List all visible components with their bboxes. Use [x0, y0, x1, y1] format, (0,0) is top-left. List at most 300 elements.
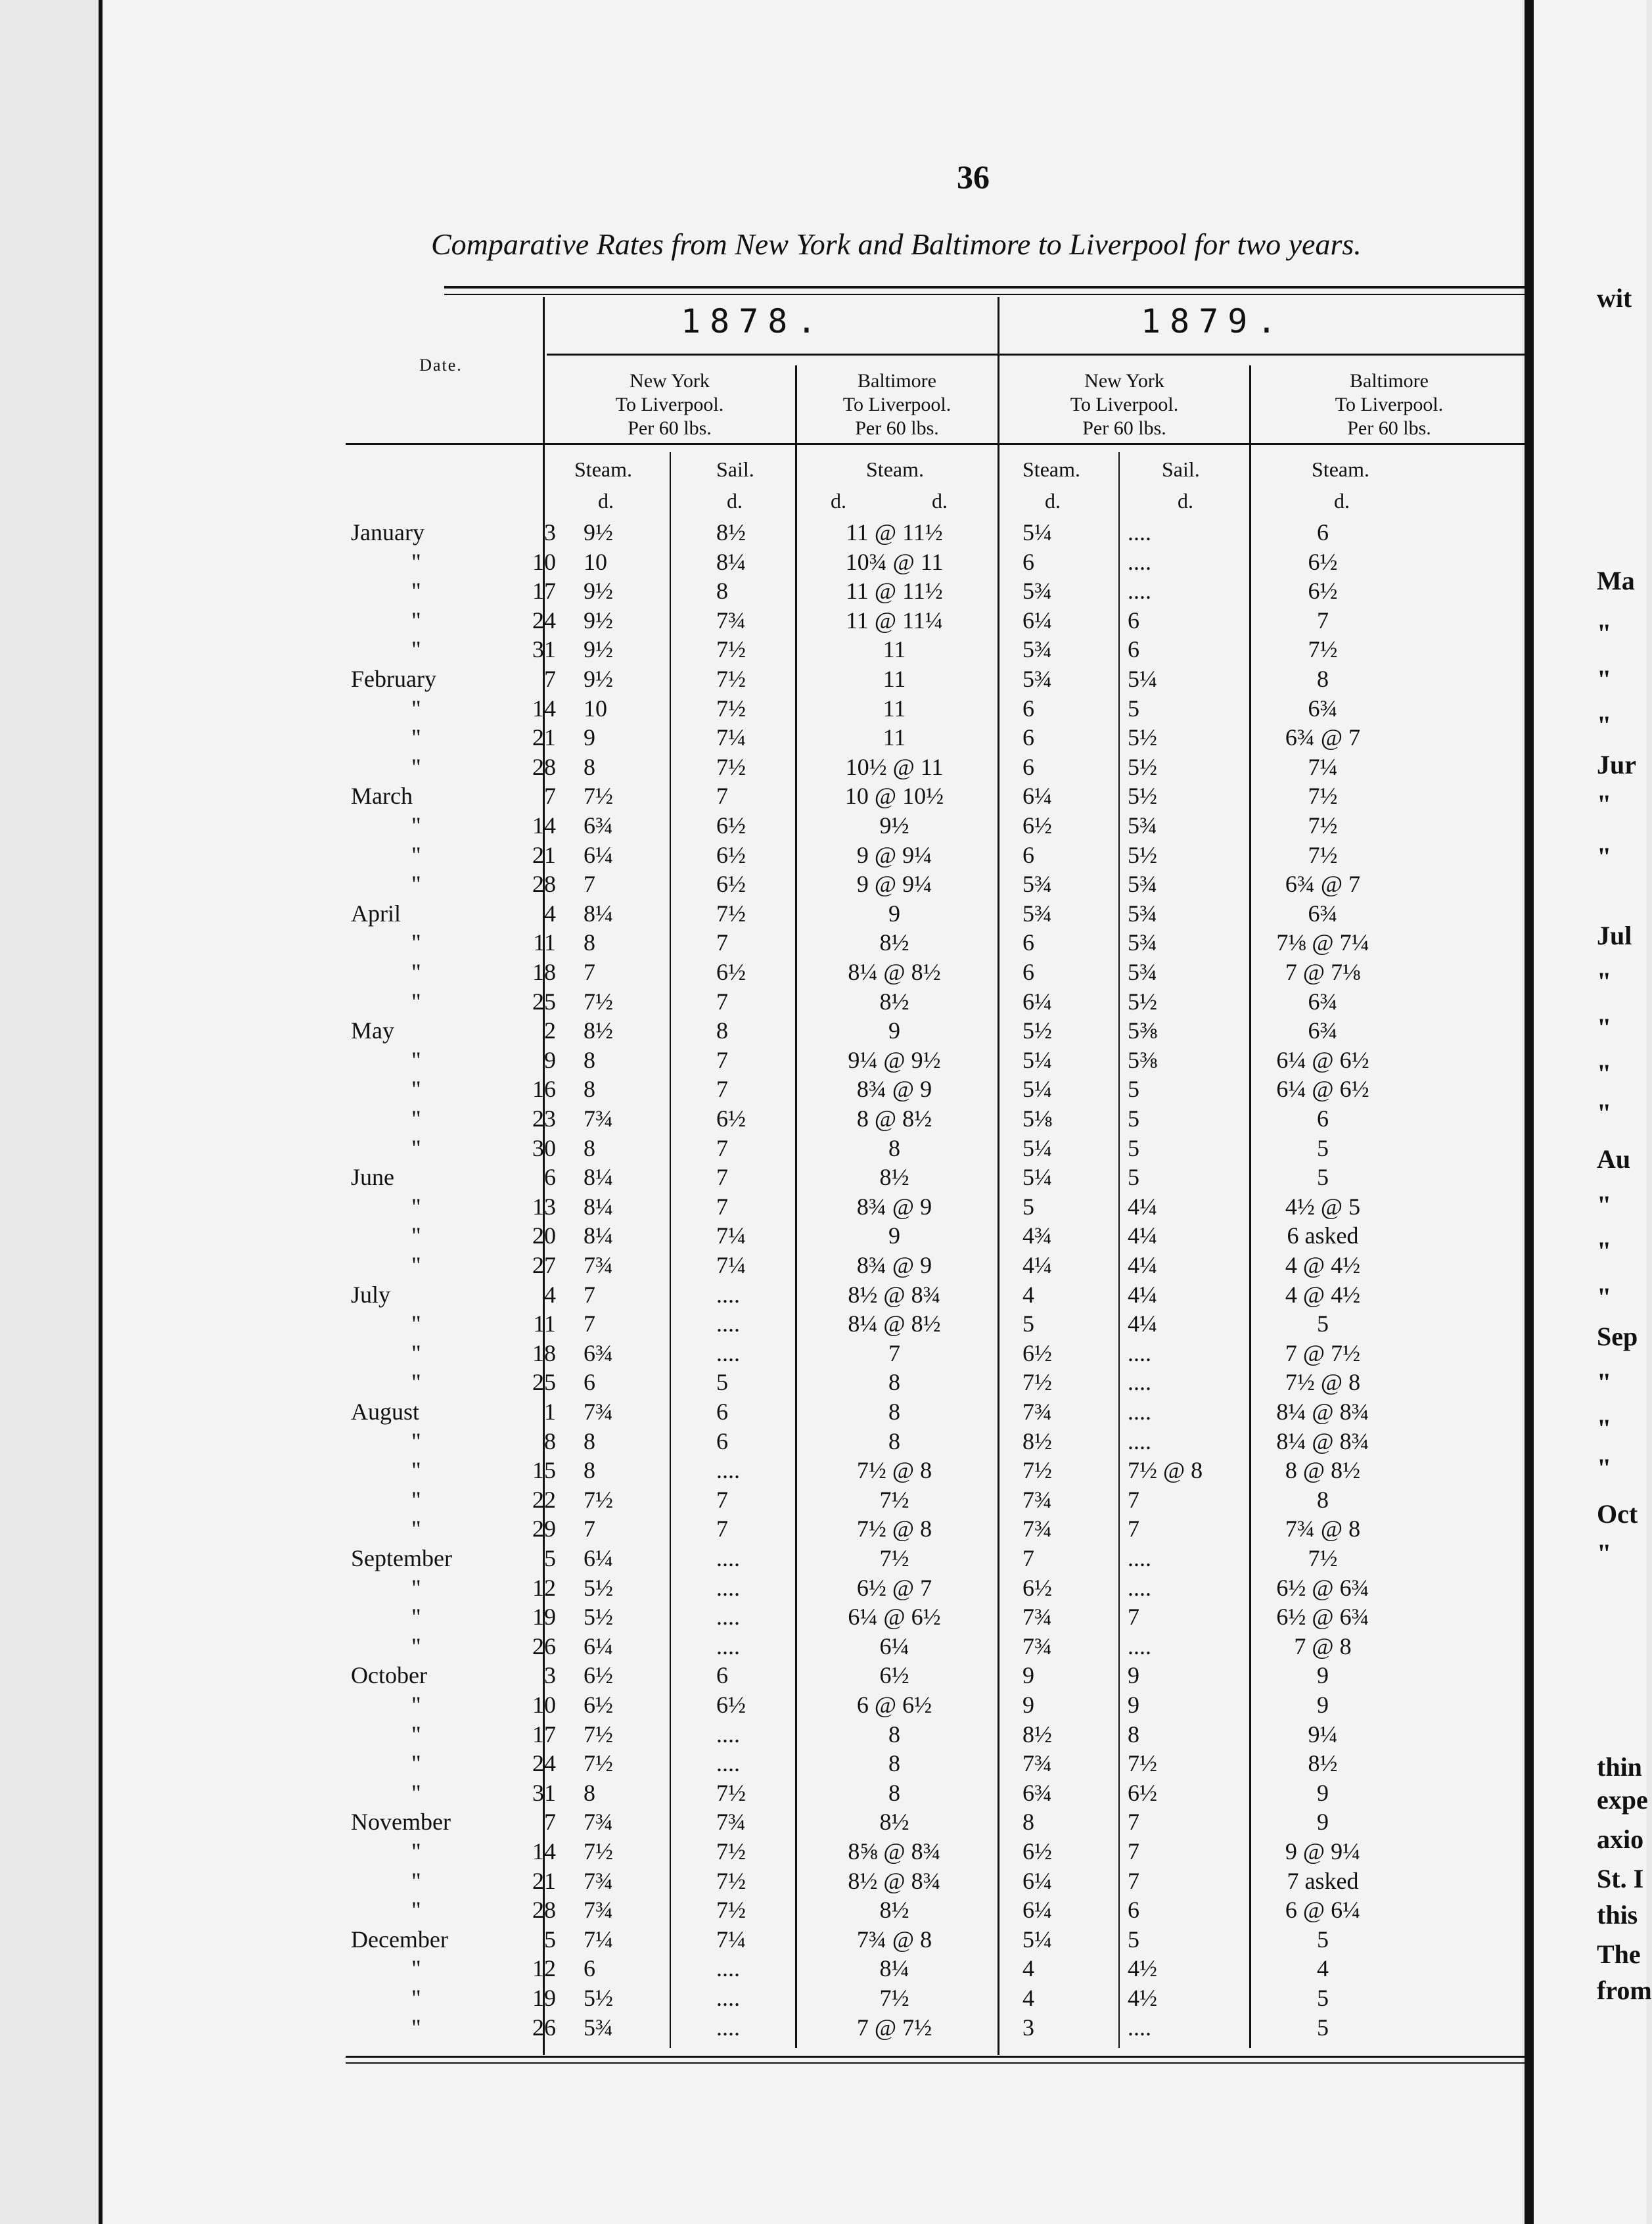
- bottom-double-rule-inner: [346, 2062, 1526, 2064]
- table-row: [103, 781, 1522, 810]
- balt-steam-1878: 11 @ 11½: [846, 578, 943, 605]
- day-cell: 7: [544, 666, 556, 692]
- ny-steam-1879: 5¾: [1022, 900, 1052, 927]
- balt-steam-1879: 7½: [1308, 1545, 1338, 1571]
- ny-sail-1878: 7: [716, 783, 728, 810]
- top-double-rule-inner: [444, 294, 1528, 295]
- day-cell: 30: [532, 1134, 556, 1161]
- ny-steam-1879: 6¼: [1022, 1897, 1052, 1924]
- table-row: [103, 1749, 1522, 1778]
- day-cell: 1: [544, 1399, 556, 1425]
- table-row: [103, 1192, 1522, 1221]
- day-cell: 27: [532, 1252, 556, 1278]
- ny-sail-1878: 7½: [716, 753, 746, 780]
- balt-steam-1878: 11: [883, 636, 906, 663]
- ny-steam-1879: 4¾: [1022, 1222, 1052, 1249]
- day-cell: 2: [544, 1017, 556, 1044]
- ny-steam-1878: 7: [584, 1281, 595, 1308]
- balt-steam-1878: 8½ @ 8¾: [848, 1867, 941, 1894]
- ny-sail-1879: 5: [1128, 1105, 1139, 1132]
- balt-steam-1879: 4 @ 4½: [1285, 1281, 1361, 1308]
- table-row: [103, 753, 1522, 781]
- ny-steam-1879: 5: [1022, 1193, 1034, 1220]
- balt-steam-1878: 8½: [879, 1164, 909, 1191]
- ny-sail-1879: 5¾: [1128, 871, 1157, 898]
- ny-steam-1878: 8¼: [584, 1164, 613, 1191]
- day-cell: 26: [532, 1633, 556, 1659]
- table-row: [103, 1046, 1522, 1075]
- ny-steam-1879: 8½: [1022, 1721, 1052, 1748]
- table-row: [103, 1163, 1522, 1192]
- ny-sail-1878: ....: [716, 2014, 740, 2041]
- page-number: 36: [957, 158, 990, 195]
- ny-sail-1879: 5: [1128, 1134, 1139, 1161]
- balt-steam-1878: 10¾ @ 11: [845, 548, 944, 575]
- day-cell: 10: [532, 1692, 556, 1718]
- ny-sail-1878: ....: [716, 1985, 740, 2011]
- ny-steam-1878: 7¾: [584, 1867, 613, 1894]
- ny-sail-1879: 4¼: [1128, 1252, 1157, 1278]
- ny-steam-1879: 7¾: [1022, 1604, 1052, 1631]
- balt-steam-1878: 8½: [879, 929, 909, 956]
- ny-steam-1878: 6½: [584, 1662, 613, 1689]
- ny-sail-1879: 7½: [1128, 1750, 1157, 1777]
- day-cell: 3: [544, 519, 556, 545]
- balt-steam-1878: 8: [888, 1134, 900, 1161]
- month-cell: ": [411, 1105, 421, 1132]
- ny-sail-1879: 5⅜: [1128, 1046, 1157, 1073]
- ny-sail-1879: 5¾: [1128, 959, 1157, 985]
- ny-sail-1878: ....: [716, 1310, 740, 1337]
- month-cell: ": [411, 1222, 421, 1249]
- month-cell: ": [411, 548, 421, 575]
- table-row: [103, 1427, 1522, 1456]
- ny-sail-1878: 7: [716, 1076, 728, 1103]
- facing-page-fragment: ": [1597, 1414, 1612, 1443]
- balt-steam-1879: 9: [1317, 1779, 1329, 1806]
- balt-steam-1878: 8: [888, 1721, 900, 1748]
- day-cell: 4: [544, 1281, 556, 1308]
- table-row: [103, 1368, 1522, 1397]
- ny-steam-1879: 7¾: [1022, 1516, 1052, 1542]
- ny-sail-1879: 7: [1128, 1838, 1139, 1865]
- month-cell: September: [351, 1545, 452, 1571]
- day-cell: 20: [532, 1222, 556, 1249]
- facing-page-fragment: Jul: [1597, 921, 1632, 950]
- balt-steam-1879: 9: [1317, 1809, 1329, 1836]
- day-cell: 19: [532, 1985, 556, 2011]
- balt-steam-1879: 5: [1317, 1985, 1329, 2011]
- ny-steam-1879: 6½: [1022, 1838, 1052, 1865]
- ny-sail-1878: ....: [716, 1604, 740, 1631]
- balt-steam-1879: 7½ @ 8: [1285, 1369, 1361, 1396]
- ny-sail-1879: ....: [1128, 1369, 1151, 1396]
- facing-page-fragment: ": [1597, 789, 1612, 819]
- facing-page-fragment: Sep: [1597, 1322, 1638, 1351]
- ny-sail-1879: ....: [1128, 1574, 1151, 1601]
- ny-sail-1878: 8: [716, 1017, 728, 1044]
- table-row: [103, 1602, 1522, 1631]
- balt-steam-1879: 8½: [1308, 1750, 1338, 1777]
- balt-steam-1879: 7 @ 8: [1294, 1633, 1352, 1659]
- balt-steam-1879: 6¼ @ 6½: [1276, 1076, 1369, 1103]
- balt-steam-1879: 6 @ 6¼: [1285, 1897, 1361, 1924]
- ny-steam-1878: 8¼: [584, 900, 613, 927]
- ny-sail-1878: 6½: [716, 871, 746, 898]
- ny-steam-1878: 7¾: [584, 1252, 613, 1278]
- facing-page-fragment: this: [1597, 1900, 1638, 1930]
- ny-sail-1878: 6: [716, 1662, 728, 1689]
- ny-sail-1878: 6½: [716, 959, 746, 985]
- balt-steam-1879: 8¼ @ 8¾: [1276, 1399, 1369, 1425]
- day-cell: 14: [532, 1838, 556, 1865]
- balt-steam-1878: 8¾ @ 9: [856, 1193, 932, 1220]
- ny-steam-1878: 6¾: [584, 812, 613, 839]
- balt-steam-1878: 9 @ 9¼: [856, 841, 932, 868]
- day-cell: 18: [532, 1339, 556, 1366]
- facing-page-fragment: ": [1597, 1368, 1612, 1397]
- ny-steam-1879: 6¼: [1022, 1867, 1052, 1894]
- facing-page-fragment: ": [1597, 1453, 1612, 1483]
- ny-steam-1879: 6¼: [1022, 783, 1052, 810]
- ny-sail-1878: ....: [716, 1457, 740, 1484]
- month-cell: ": [411, 871, 421, 898]
- ny-sail-1879: 4¼: [1128, 1281, 1157, 1308]
- balt-steam-1879: 7½: [1308, 636, 1338, 663]
- balt-steam-1879: 8: [1317, 1486, 1329, 1513]
- ny-steam-1879: 6: [1022, 959, 1034, 985]
- ny-steam-1879: 9: [1022, 1662, 1034, 1689]
- table-row: [103, 518, 1522, 547]
- ny-steam-1879: 4¼: [1022, 1252, 1052, 1278]
- book-page: [99, 0, 1522, 2224]
- ny-sail-1878: 7½: [716, 900, 746, 927]
- table-row: [103, 1954, 1522, 1983]
- table-row: [103, 635, 1522, 664]
- facing-page-fragment: ": [1597, 842, 1612, 871]
- day-cell: 4: [544, 900, 556, 927]
- unit-d: d.: [932, 489, 948, 513]
- unit-d: d.: [1334, 489, 1350, 513]
- balt-steam-1879: 6½ @ 6¾: [1276, 1574, 1369, 1601]
- year-underline: [547, 354, 1526, 356]
- ny-sail-1879: ....: [1128, 1399, 1151, 1425]
- balt-steam-1878: 8⅝ @ 8¾: [848, 1838, 941, 1865]
- balt-steam-1878: 8¾ @ 9: [856, 1076, 932, 1103]
- ny-sail-1879: 5¼: [1128, 666, 1157, 692]
- facing-page-fragment: ": [1597, 967, 1612, 996]
- facing-page-fragment: ": [1597, 1059, 1612, 1088]
- table-row: [103, 1280, 1522, 1309]
- day-cell: 7: [544, 1809, 556, 1836]
- bottom-double-rule: [346, 2056, 1526, 2058]
- balt-steam-1878: 8 @ 8½: [856, 1105, 932, 1132]
- month-cell: ": [411, 1339, 421, 1366]
- month-cell: ": [411, 1838, 421, 1865]
- ny-steam-1878: 7¾: [584, 1399, 613, 1425]
- month-cell: ": [411, 1046, 421, 1073]
- ny-steam-1878: 10: [584, 548, 607, 575]
- ny-sail-1879: 5¾: [1128, 929, 1157, 956]
- balt-steam-1879: 9¼: [1308, 1721, 1338, 1748]
- month-cell: ": [411, 1692, 421, 1718]
- day-cell: 29: [532, 1516, 556, 1542]
- ny-sail-1879: ....: [1128, 578, 1151, 605]
- balt-steam-1878: 10 @ 10½: [844, 783, 944, 810]
- steam-label-balt-1879: Steam.: [1312, 457, 1369, 481]
- ny-sail-1879: 6½: [1128, 1779, 1157, 1806]
- balt-steam-1878: 8½: [879, 1897, 909, 1924]
- ny-sail-1878: 7: [716, 1046, 728, 1073]
- sail-label-ny-1879: Sail.: [1162, 457, 1200, 481]
- ny-steam-1879: 7¾: [1022, 1486, 1052, 1513]
- table-row: [103, 869, 1522, 898]
- ny-steam-1878: 9½: [584, 666, 613, 692]
- table-row: [103, 1485, 1522, 1514]
- day-cell: 28: [532, 871, 556, 898]
- day-cell: 5: [544, 1926, 556, 1953]
- balt-steam-1878: 7½ @ 8: [856, 1457, 932, 1484]
- day-cell: 3: [544, 1662, 556, 1689]
- month-cell: October: [351, 1662, 427, 1689]
- facing-page-fragment: The: [1597, 1939, 1641, 1969]
- ny-sail-1878: 8¼: [716, 548, 746, 575]
- table-row: [103, 694, 1522, 723]
- month-cell: ": [411, 1750, 421, 1777]
- ny-steam-1878: 6¼: [584, 1633, 613, 1659]
- month-cell: ": [411, 1721, 421, 1748]
- table-row: [103, 1016, 1522, 1045]
- ny-steam-1878: 9½: [584, 578, 613, 605]
- facing-page-fragment: Jur: [1597, 750, 1636, 779]
- day-cell: 24: [532, 1750, 556, 1777]
- day-cell: 14: [532, 695, 556, 722]
- month-cell: ": [411, 1633, 421, 1659]
- date-header: Date.: [419, 356, 463, 375]
- balt-steam-1879: 4½ @ 5: [1285, 1193, 1361, 1220]
- ny-steam-1878: 7½: [584, 1486, 613, 1513]
- month-cell: February: [351, 666, 436, 692]
- year-1878: 1878.: [681, 302, 826, 340]
- month-cell: ": [411, 1310, 421, 1337]
- balt-steam-1878: 8¼: [879, 1955, 909, 1982]
- ny-sail-1879: 5: [1128, 695, 1139, 722]
- month-cell: ": [411, 1574, 421, 1601]
- ny-sail-1878: 7: [716, 1193, 728, 1220]
- day-cell: 9: [544, 1046, 556, 1073]
- ny-steam-1879: 6: [1022, 695, 1034, 722]
- table-row: [103, 1778, 1522, 1807]
- ny-sail-1879: 6: [1128, 636, 1139, 663]
- ny-steam-1878: 8: [584, 753, 595, 780]
- ny-sail-1879: 5½: [1128, 724, 1157, 751]
- ny-steam-1878: 7½: [584, 1838, 613, 1865]
- ny-sail-1879: 9: [1128, 1662, 1139, 1689]
- ny-steam-1878: 8: [584, 1427, 595, 1454]
- facing-page-fragment: axio: [1597, 1824, 1644, 1854]
- month-cell: March: [351, 783, 413, 810]
- unit-d: d.: [1045, 489, 1061, 513]
- ny-sail-1878: 7¾: [716, 1809, 746, 1836]
- ny-sail-1878: ....: [716, 1633, 740, 1659]
- day-cell: 31: [532, 636, 556, 663]
- ny-sail-1878: 7½: [716, 1779, 746, 1806]
- balt-steam-1879: 6½: [1308, 578, 1338, 605]
- ny-sail-1878: 7½: [716, 666, 746, 692]
- day-cell: 16: [532, 1076, 556, 1103]
- table-row: [103, 664, 1522, 693]
- balt-steam-1878: 8¼ @ 8½: [848, 959, 941, 985]
- ny-steam-1878: 8: [584, 1779, 595, 1806]
- table-row: [103, 928, 1522, 957]
- balt-steam-1878: 7½: [879, 1985, 909, 2011]
- ny-steam-1878: 9½: [584, 636, 613, 663]
- balt-steam-1879: 9: [1317, 1662, 1329, 1689]
- balt-steam-1878: 9 @ 9¼: [856, 871, 932, 898]
- month-cell: ": [411, 1955, 421, 1982]
- ny-steam-1879: 6¾: [1022, 1779, 1052, 1806]
- table-row: [103, 1397, 1522, 1426]
- ny-steam-1879: 5¼: [1022, 1076, 1052, 1103]
- facing-page-fragment: ": [1597, 1236, 1612, 1266]
- ny-steam-1879: 7½: [1022, 1457, 1052, 1484]
- balt-steam-1878: 8¾ @ 9: [856, 1252, 932, 1278]
- balt-steam-1878: 7¾ @ 8: [856, 1926, 932, 1953]
- ny-sail-1878: 6½: [716, 812, 746, 839]
- month-cell: ": [411, 1779, 421, 1806]
- ny-steam-1879: 4: [1022, 1985, 1034, 2011]
- ny-steam-1879: 7¾: [1022, 1399, 1052, 1425]
- table-row: [103, 811, 1522, 840]
- balt-steam-1878: 6¼ @ 6½: [848, 1604, 941, 1631]
- balt-steam-1879: 5: [1317, 2014, 1329, 2041]
- month-cell: ": [411, 1867, 421, 1894]
- ny-steam-1879: 7¾: [1022, 1633, 1052, 1659]
- ny-sail-1878: 7½: [716, 1867, 746, 1894]
- ny-steam-1879: 6: [1022, 753, 1034, 780]
- day-cell: 18: [532, 959, 556, 985]
- ny-sail-1879: 7: [1128, 1809, 1139, 1836]
- month-cell: ": [411, 1604, 421, 1631]
- balt-steam-1879: 4: [1317, 1955, 1329, 1982]
- ny-steam-1878: 10: [584, 695, 607, 722]
- balt-steam-1879: 6 asked: [1287, 1222, 1359, 1249]
- month-cell: ": [411, 753, 421, 780]
- ny-steam-1879: 7½: [1022, 1369, 1052, 1396]
- month-cell: January: [351, 519, 424, 545]
- table-row: [103, 723, 1522, 752]
- steam-label-ny-1879: Steam.: [1022, 457, 1080, 481]
- balt-steam-1879: 4 @ 4½: [1285, 1252, 1361, 1278]
- ny-steam-1879: 7: [1022, 1545, 1034, 1571]
- facing-page-fragment: St. I: [1597, 1864, 1644, 1893]
- day-cell: 7: [544, 783, 556, 810]
- balt-steam-1879: 7¼: [1308, 753, 1338, 780]
- month-cell: ": [411, 959, 421, 985]
- day-cell: 13: [532, 1193, 556, 1220]
- balt-steam-1879: 6¼ @ 6½: [1276, 1046, 1369, 1073]
- day-cell: 25: [532, 1369, 556, 1396]
- ny-steam-1879: 4: [1022, 1281, 1034, 1308]
- facing-page-fragment: ": [1597, 1539, 1612, 1568]
- ny-steam-1879: 6¼: [1022, 607, 1052, 634]
- ny-steam-1878: 8¼: [584, 1222, 613, 1249]
- balt-steam-1879: 6¾: [1308, 900, 1338, 927]
- ny-sail-1879: 5: [1128, 1164, 1139, 1191]
- month-cell: December: [351, 1926, 448, 1953]
- ny-steam-1878: 6: [584, 1369, 595, 1396]
- balt-steam-1879: 6: [1317, 519, 1329, 545]
- ny-steam-1878: 7: [584, 871, 595, 898]
- balt-steam-1878: 8½ @ 8¾: [848, 1281, 941, 1308]
- ny-steam-1878: 9: [584, 724, 595, 751]
- ny-sail-1878: 8: [716, 578, 728, 605]
- table-row: [103, 576, 1522, 605]
- day-cell: 21: [532, 841, 556, 868]
- table-row: [103, 1573, 1522, 1602]
- facing-page-fragment: wit: [1597, 283, 1632, 313]
- ny-sail-1879: 4½: [1128, 1985, 1157, 2011]
- ny-steam-1878: 6¾: [584, 1339, 613, 1366]
- table-row: [103, 987, 1522, 1016]
- ny-sail-1879: 5¾: [1128, 812, 1157, 839]
- ny-sail-1879: ....: [1128, 1633, 1151, 1659]
- balt-steam-1879: 9: [1317, 1692, 1329, 1718]
- ny-sail-1878: ....: [716, 1281, 740, 1308]
- ny-sail-1879: ....: [1128, 1545, 1151, 1571]
- facing-page-fragment: Ma: [1597, 566, 1635, 595]
- ny-steam-1879: 6¼: [1022, 988, 1052, 1015]
- balt-steam-1879: 6¾ @ 7: [1285, 871, 1361, 898]
- day-cell: 12: [532, 1955, 556, 1982]
- day-cell: 28: [532, 753, 556, 780]
- ny-steam-1878: 8: [584, 1457, 595, 1484]
- balt-steam-1878: 8: [888, 1779, 900, 1806]
- table-row: [103, 1925, 1522, 1954]
- ny-sail-1878: 7¼: [716, 1926, 746, 1953]
- table-row: [103, 1309, 1522, 1338]
- balt-steam-1879: 8 @ 8½: [1285, 1457, 1361, 1484]
- ny-sail-1878: 7½: [716, 695, 746, 722]
- steam-label-balt-1878: Steam.: [866, 457, 924, 481]
- balt-steam-1878: 11: [883, 724, 906, 751]
- year-1879: 1879.: [1141, 302, 1286, 340]
- day-cell: 6: [544, 1164, 556, 1191]
- ny-sail-1878: ....: [716, 1339, 740, 1366]
- ny-sail-1878: ....: [716, 1955, 740, 1982]
- ny-steam-1878: 7¾: [584, 1105, 613, 1132]
- day-cell: 8: [544, 1427, 556, 1454]
- month-cell: May: [351, 1017, 394, 1044]
- ny-steam-1879: 4: [1022, 1955, 1034, 1982]
- ny-sail-1878: 7¾: [716, 607, 746, 634]
- day-cell: 14: [532, 812, 556, 839]
- ny-steam-1879: 6½: [1022, 1574, 1052, 1601]
- ny-steam-1879: 7¾: [1022, 1750, 1052, 1777]
- month-cell: ": [411, 1134, 421, 1161]
- ny-sail-1879: 5: [1128, 1076, 1139, 1103]
- month-cell: ": [411, 1252, 421, 1278]
- header-underline: [346, 443, 1526, 445]
- table-row: [103, 1514, 1522, 1543]
- balt-steam-1879: 6½ @ 6¾: [1276, 1604, 1369, 1631]
- month-cell: August: [351, 1399, 420, 1425]
- month-cell: ": [411, 636, 421, 663]
- table-row: [103, 1866, 1522, 1895]
- balt-steam-1878: 6½ @ 7: [856, 1574, 932, 1601]
- table-row: [103, 841, 1522, 869]
- ny-steam-1878: 5½: [584, 1985, 613, 2011]
